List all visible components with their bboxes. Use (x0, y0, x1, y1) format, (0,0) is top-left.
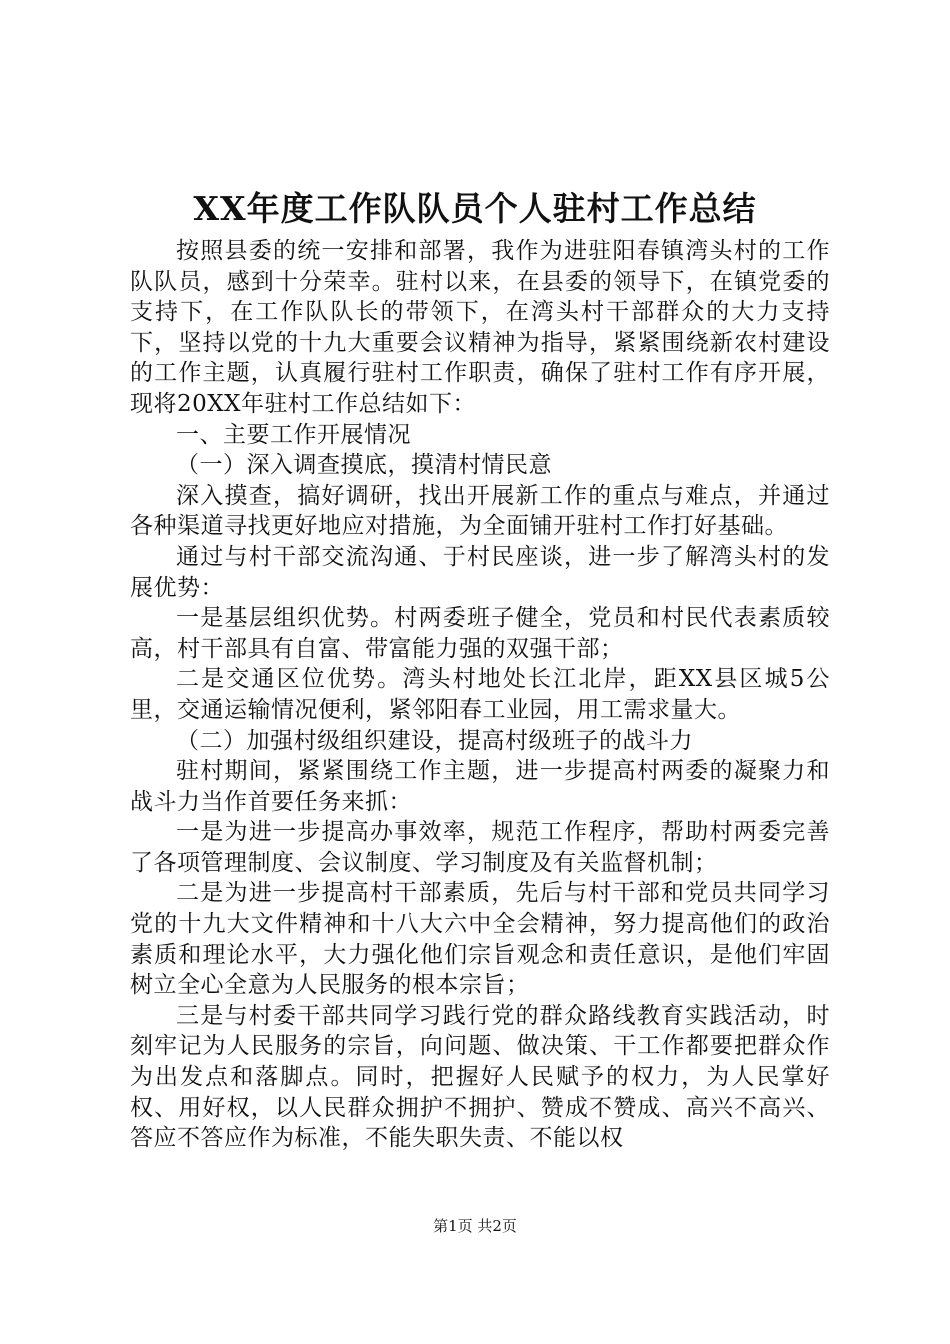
page-number-footer: 第1页 共2页 (433, 1217, 517, 1235)
paragraph-advantage-2: 二是交通区位优势。湾头村地处长江北岸，距XX县区城5公里，交通运输情况便利，紧邻阳春工业园，用工需求量大。 (130, 666, 830, 723)
paragraph-measure-3: 三是与村委干部共同学习践行党的群众路线教育实践活动，时刻牢记为人民服务的宗旨，向问题、做决策、干工作都要把群众作为出发点和落脚点。同时，把握好人民赋予的权力，为人民掌好权、用好权，以人民群众拥护不拥护、赞成不赞成、高兴不高兴、答应不答应作为标准，不能失职失责、不能以权 (130, 1002, 830, 1152)
section-heading-1: 一、主要工作开展情况 (176, 421, 411, 448)
paragraph-organization-intro: 驻村期间，紧紧围绕工作主题，进一步提高村两委的凝聚力和战斗力当作首要任务来抓： (130, 758, 830, 815)
subsection-heading-2: （二）加强村级组织建设，提高村级班子的战斗力 (176, 727, 693, 754)
paragraph-advantage-1: 一是基层组织优势。村两委班子健全，党员和村民代表素质较高，村干部具有自富、带富能力强的双强干部； (130, 605, 830, 662)
paragraph-survey: 深入摸查，搞好调研，找出开展新工作的重点与难点，并通过各种渠道寻找更好地应对措施，为全面铺开驻村工作打好基础。 (130, 482, 830, 540)
paragraph-measure-2: 二是为进一步提高村干部素质，先后与村干部和党员共同学习党的十九大文件精神和十八大六中全会精神，努力提高他们的政治素质和理论水平，大力强化他们宗旨观念和责任意识，是他们牢固树立全心全意为人民服务的根本宗旨； (130, 880, 830, 999)
paragraph-measure-1: 一是为进一步提高办事效率，规范工作程序，帮助村两委完善了各项管理制度、会议制度、学习制度及有关监督机制； (130, 819, 830, 876)
subsection-heading-1: （一）深入调查摸底，摸清村情民意 (176, 452, 552, 479)
document-body (130, 236, 830, 1154)
document-title: XX年度工作队队员个人驻村工作总结 (193, 189, 757, 228)
paragraph-advantages-intro: 通过与村干部交流沟通、于村民座谈，进一步了解湾头村的发展优势： (130, 543, 830, 601)
paragraph-intro: 按照县委的统一安排和部署，我作为进驻阳春镇湾头村的工作队队员，感到十分荣幸。驻村以来，在县委的领导下，在镇党委的支持下，在工作队队长的带领下，在湾头村干部群众的大力支持下，坚持以党的十九大重要会议精神为指导，紧紧围绕新农村建设的工作主题，认真履行驻村工作职责，确保了驻村工作有序开展，现将20XX年驻村工作总结如下： (130, 238, 830, 417)
